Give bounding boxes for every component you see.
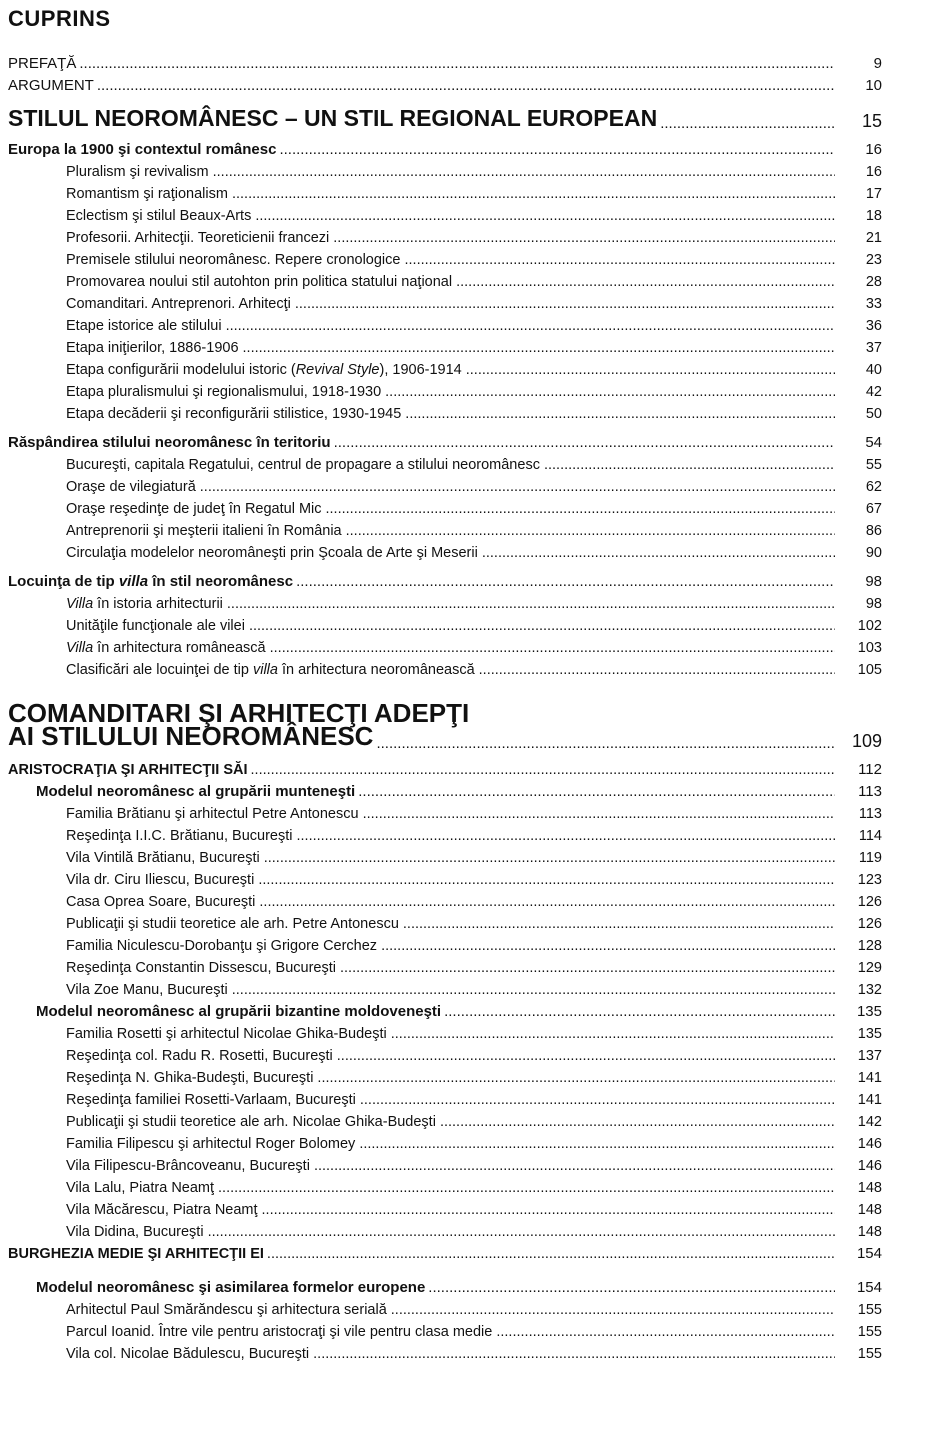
toc-entry-label-text: Vila Filipescu-Brâncoveanu, Bucureşti: [66, 1158, 310, 1174]
dot-leader: [456, 274, 835, 290]
dot-leader: [358, 783, 835, 800]
toc-item-entry: [8, 336, 882, 356]
toc-entry-label-text: AI STILULUI NEOROMÂNESC: [8, 721, 374, 751]
toc-page-number: 17: [865, 186, 882, 202]
toc-item-entry: [8, 1320, 882, 1340]
toc-entry-label-italic: villa: [252, 662, 278, 678]
toc-entry-label: [66, 208, 251, 224]
toc-part-entry: [8, 718, 882, 752]
dot-leader: [333, 230, 835, 246]
toc-entry-label-text: Reşedinţa I.I.C. Brătianu, Bucureşti: [66, 828, 293, 844]
toc-entry-label-text: Vila col. Nicolae Bădulescu, Bucureşti: [66, 1346, 310, 1362]
toc-entry-label: [66, 545, 478, 561]
toc-entry-label: [66, 596, 223, 612]
toc-page-number: 155: [857, 1302, 882, 1318]
toc-entry-label-text: Romantism şi raţionalism: [66, 186, 228, 202]
toc-entry-label: [8, 434, 331, 451]
toc-page-number: 86: [865, 523, 882, 539]
toc-entry-label: [8, 762, 248, 778]
toc-page-number: 141: [857, 1070, 882, 1086]
toc-page-number: 67: [865, 501, 882, 517]
toc-section-entry: [8, 138, 882, 158]
toc-entry-label-text: Etapa decăderii şi reconfigurării stilistice, 1930-1945: [66, 406, 402, 422]
dot-leader: [227, 596, 835, 612]
toc-entry-label-text: Clasificări ale locuinţei de tip: [66, 662, 253, 678]
toc-page-number: 129: [857, 960, 882, 976]
dot-leader: [200, 479, 835, 495]
toc-entry: [8, 52, 882, 72]
dot-leader: [337, 1048, 835, 1064]
toc-entry-label: [66, 164, 209, 180]
dot-leader: [249, 618, 835, 634]
toc-entry-label-text: Vila dr. Ciru Iliescu, Bucureşti: [66, 872, 255, 888]
toc-entry-label: [66, 362, 462, 378]
dot-leader: [363, 806, 835, 822]
dot-leader: [346, 523, 835, 539]
toc-entry-label-text: Parcul Ioanid. Între vile pentru aristocraţi şi vile pentru clasa medie: [66, 1324, 493, 1340]
toc-item-entry: [8, 956, 882, 976]
toc-entry-label-text: Premisele stilului neoromânesc. Repere cronologice: [66, 252, 401, 268]
toc-item-entry: [8, 934, 882, 954]
toc-page-number: 123: [857, 872, 882, 888]
toc-item-entry: [8, 204, 882, 224]
toc-entry-label-text: în arhitectura neoromânească: [277, 662, 475, 678]
toc-subsection-entry: [8, 1276, 882, 1296]
toc-item-entry: [8, 802, 882, 822]
dot-leader: [232, 186, 835, 202]
toc-entry-label-text: ARISTOCRAŢIA ŞI ARHITECŢII SĂI: [8, 762, 248, 778]
toc-entry-label: [36, 783, 355, 800]
dot-leader: [428, 1279, 835, 1296]
toc-item-entry: [8, 912, 882, 932]
dot-leader: [243, 340, 835, 356]
toc-page-number: 135: [857, 1026, 882, 1042]
dot-leader: [326, 501, 836, 517]
toc-entry-label-text: în istoria arhitecturii: [93, 596, 223, 612]
toc-page-number: 55: [865, 457, 882, 473]
toc-entry-label: [8, 721, 373, 752]
toc-entry-label-text: Antreprenorii şi meşterii italieni în România: [66, 523, 342, 539]
toc-item-entry: [8, 1022, 882, 1042]
toc-page-number: 21: [865, 230, 882, 246]
dot-leader: [255, 208, 835, 224]
toc-item-entry: [8, 1298, 882, 1318]
toc-entry-label: [66, 1070, 313, 1086]
toc-page-number: 112: [858, 761, 882, 778]
toc-page-number: 50: [865, 406, 882, 422]
toc-item-entry: [8, 270, 882, 290]
toc-page-number: 148: [857, 1180, 882, 1196]
toc-item-entry: [8, 658, 882, 678]
toc-page-number: 102: [857, 618, 882, 634]
dot-leader: [359, 1136, 835, 1152]
toc-item-entry: [8, 226, 882, 246]
toc-entry-label-text: Comanditari. Antreprenori. Arhitecţi: [66, 296, 291, 312]
toc-page-number: 146: [857, 1158, 882, 1174]
dot-leader: [295, 296, 835, 312]
dot-leader: [466, 362, 835, 378]
toc-entry-label: [66, 662, 475, 678]
toc-chapter-entry: [8, 1242, 882, 1262]
dot-leader: [391, 1302, 835, 1318]
toc-entry-label: [66, 1302, 387, 1318]
toc-item-entry: [8, 475, 882, 495]
dot-leader: [251, 762, 835, 778]
toc-page-number: 154: [856, 1279, 882, 1296]
dot-leader: [267, 1246, 835, 1262]
toc-entry-label-text: Pluralism şi revivalism: [66, 164, 209, 180]
toc-item-entry: [8, 592, 882, 612]
dot-leader: [218, 1180, 835, 1196]
toc-entry-label-text: PREFAŢĂ: [8, 55, 77, 72]
dot-leader: [226, 318, 835, 334]
toc-subsection-entry: [8, 1000, 882, 1020]
toc-entry-label-text: Etapa pluralismului şi regionalismului, 1918-1930: [66, 384, 382, 400]
toc-entry-label-text: Familia Niculescu-Dorobanţu şi Grigore Cerchez: [66, 938, 378, 954]
toc-page-number: 105: [857, 662, 882, 678]
toc-entry-label: [66, 406, 401, 422]
toc-subsection-entry: [8, 780, 882, 800]
toc-page-number: 126: [857, 894, 882, 910]
toc-page-number: 15: [861, 111, 882, 131]
dot-leader: [385, 384, 835, 400]
toc-entry-label: [66, 523, 342, 539]
dot-leader: [213, 164, 835, 180]
toc-entry-label-text: Modelul neoromânesc al grupării munteneşti: [36, 783, 356, 800]
toc-item-entry: [8, 868, 882, 888]
toc-page-number: 148: [857, 1224, 882, 1240]
toc-entry-label-text: Publicaţii şi studii teoretice ale arh. Nicolae Ghika-Budeşti: [66, 1114, 436, 1130]
dot-leader: [360, 1092, 835, 1108]
toc-item-entry: [8, 1220, 882, 1240]
toc-entry-label: [66, 274, 452, 290]
toc-entry-label: [8, 141, 276, 158]
toc-entry-label: [66, 618, 245, 634]
toc-entry-label-text: în arhitectura românească: [93, 640, 266, 656]
toc-entry-label-text: Publicaţii şi studii teoretice ale arh. Petre Antonescu: [66, 916, 399, 932]
toc-item-entry: [8, 978, 882, 998]
toc-entry: [8, 74, 882, 94]
toc-item-entry: [8, 1132, 882, 1152]
toc-entry-label: [8, 77, 94, 94]
toc-entry-label: [66, 186, 228, 202]
toc-item-entry: [8, 541, 882, 561]
toc-section-entry: [8, 431, 882, 451]
dot-leader: [334, 434, 835, 451]
page-title: CUPRINS: [8, 6, 111, 31]
toc-page-number: 146: [857, 1136, 882, 1152]
toc-entry-label-text: Vila Măcărescu, Piatra Neamţ: [66, 1202, 258, 1218]
toc-page-number: 128: [857, 938, 882, 954]
dot-leader: [376, 735, 835, 752]
toc-entry-label: [66, 1224, 204, 1240]
toc-page-number: 9: [873, 55, 882, 72]
toc-entry-label: [66, 872, 254, 888]
dot-leader: [660, 115, 835, 132]
toc-entry-label: [66, 230, 329, 246]
toc-item-entry: [8, 358, 882, 378]
toc-page-number: 98: [865, 573, 882, 590]
toc-page-number: 141: [857, 1092, 882, 1108]
toc-entry-label: [66, 1180, 214, 1196]
toc-entry-label: [66, 1324, 492, 1340]
toc-entry-label-text: Reşedinţa familiei Rosetti-Varlaam, Bucureşti: [66, 1092, 356, 1108]
toc-entry-label: [66, 1026, 387, 1042]
toc-item-entry: [8, 1088, 882, 1108]
dot-leader: [404, 252, 835, 268]
toc-entry-label-text: Bucureşti, capitala Regatului, centrul de propagare a stilului neoromânesc: [66, 457, 540, 473]
toc-item-entry: [8, 248, 882, 268]
toc-entry-label: [66, 938, 377, 954]
dot-leader: [208, 1224, 835, 1240]
dot-leader: [317, 1070, 835, 1086]
toc-item-entry: [8, 1342, 882, 1362]
toc-entry-label-text: Circulaţia modelelor neoromâneşti prin Şcoala de Arte şi Meserii: [66, 545, 478, 561]
toc-page-number: 42: [865, 384, 882, 400]
toc-page-number: 16: [865, 141, 882, 158]
toc-item-entry: [8, 519, 882, 539]
toc-entry-label-text: în stil neoromânesc: [148, 573, 294, 590]
toc-item-entry: [8, 1176, 882, 1196]
dot-leader: [232, 982, 835, 998]
toc-page-number: 148: [857, 1202, 882, 1218]
toc-item-entry: [8, 824, 882, 844]
toc-entry-label: [66, 916, 399, 932]
dot-leader: [314, 1158, 835, 1174]
dot-leader: [391, 1026, 835, 1042]
toc-entry-label-text: Eclectism şi stilul Beaux-Arts: [66, 208, 252, 224]
toc-entry-label-text: Modelul neoromânesc al grupării bizantine moldoveneşti: [36, 1003, 442, 1020]
toc-page-number: 126: [857, 916, 882, 932]
toc-page-number: 16: [865, 164, 882, 180]
toc-entry-label-text: Oraşe de vilegiatură: [66, 479, 196, 495]
toc-entry-label-italic: Revival Style: [295, 362, 380, 378]
toc-page-number: 33: [865, 296, 882, 312]
toc-page-number: 103: [857, 640, 882, 656]
toc-entry-label: [66, 850, 260, 866]
toc-page-number: 28: [865, 274, 882, 290]
toc-page-number: 119: [858, 850, 882, 866]
dot-leader: [259, 894, 835, 910]
toc-entry-label-text: Familia Rosetti şi arhitectul Nicolae Ghika-Budeşti: [66, 1026, 387, 1042]
toc-page-number: 137: [857, 1048, 882, 1064]
toc-entry-label: [66, 1114, 436, 1130]
toc-item-entry: [8, 453, 882, 473]
toc-page-number: 142: [857, 1114, 882, 1130]
toc-item-entry: [8, 380, 882, 400]
toc-entry-label-text: STILUL NEOROMÂNESC – UN STIL REGIONAL EUROPEAN: [8, 105, 658, 131]
toc-entry-label: [66, 1048, 333, 1064]
toc-page-number: 132: [857, 982, 882, 998]
dot-leader: [403, 916, 835, 932]
toc-entry-label: [66, 1092, 356, 1108]
toc-item-entry: [8, 314, 882, 334]
toc-entry-label: [66, 894, 255, 910]
toc-entry-label-text: Unităţile funcţionale ale vilei: [66, 618, 245, 634]
toc-entry-label-text: ARGUMENT: [8, 77, 94, 94]
toc-entry-label-text: ), 1906-1914: [379, 362, 462, 378]
dot-leader: [444, 1003, 835, 1020]
toc-entry-label: [66, 340, 239, 356]
toc-item-entry: [8, 1198, 882, 1218]
toc-entry-label-text: Reşedinţa Constantin Dissescu, Bucureşti: [66, 960, 336, 976]
toc-entry-label: [66, 982, 228, 998]
toc-entry-label-text: Europa la 1900 şi contextul românesc: [8, 141, 277, 158]
toc-page-number: 10: [865, 77, 882, 94]
dot-leader: [381, 938, 835, 954]
toc-item-entry: [8, 614, 882, 634]
toc-item-entry: [8, 846, 882, 866]
toc-item-entry: [8, 890, 882, 910]
toc-chapter-entry: [8, 758, 882, 778]
toc-page-number: 154: [856, 1245, 882, 1262]
toc-entry-label: [66, 479, 196, 495]
dot-leader: [296, 573, 835, 590]
toc-entry-label: [8, 1246, 264, 1262]
dot-leader: [340, 960, 835, 976]
toc-page-number: 113: [858, 806, 882, 822]
toc-item-entry: [8, 160, 882, 180]
part-title-line1: COMANDITARI ŞI ARHITECŢI ADEPŢI: [8, 698, 470, 728]
toc-entry-label-text: Arhitectul Paul Smărăndescu şi arhitectura serială: [66, 1302, 387, 1318]
toc-entry-label: [66, 1158, 310, 1174]
toc-entry-label: [66, 1346, 309, 1362]
toc-page-number: 113: [858, 783, 882, 800]
dot-leader: [79, 55, 835, 72]
toc-page-number: 114: [858, 828, 882, 844]
toc-entry-label: [66, 960, 336, 976]
toc-entry-label-text: Etape istorice ale stilului: [66, 318, 222, 334]
toc-page-number: 155: [857, 1346, 882, 1362]
toc-part-entry: [8, 102, 882, 132]
toc-page-number: 155: [857, 1324, 882, 1340]
toc-entry-label: [8, 573, 293, 590]
toc-entry-label: [66, 296, 291, 312]
toc-item-entry: [8, 1044, 882, 1064]
toc-entry-label-italic: Villa: [66, 640, 94, 656]
toc-item-entry: [8, 1066, 882, 1086]
toc-page-number: 98: [865, 596, 882, 612]
toc-entry-label: [66, 252, 400, 268]
toc-page-number: 54: [865, 434, 882, 451]
dot-leader: [313, 1346, 835, 1362]
toc-item-entry: [8, 636, 882, 656]
toc-entry-label-text: Etapa iniţierilor, 1886-1906: [66, 340, 239, 356]
dot-leader: [270, 640, 835, 656]
toc-entry-label-text: Etapa configurării modelului istoric (: [66, 362, 296, 378]
toc-entry-label-text: Familia Brătianu şi arhitectul Petre Antonescu: [66, 806, 359, 822]
toc-entry-label: [66, 384, 381, 400]
toc-entry-label-text: Casa Oprea Soare, Bucureşti: [66, 894, 256, 910]
toc-entry-label: [66, 828, 292, 844]
toc-page-number: 135: [856, 1003, 882, 1020]
toc-entry-label-text: Reşedinţa col. Radu R. Rosetti, Bucureşti: [66, 1048, 333, 1064]
toc-entry-label-text: Vila Zoe Manu, Bucureşti: [66, 982, 228, 998]
dot-leader: [264, 850, 835, 866]
toc-item-entry: [8, 1110, 882, 1130]
toc-entry-label-text: Oraşe reşedinţe de judeţ în Regatul Mic: [66, 501, 322, 517]
toc-item-entry: [8, 182, 882, 202]
dot-leader: [258, 872, 835, 888]
toc-page-number: 18: [865, 208, 882, 224]
toc-entry-label: [8, 55, 76, 72]
toc-item-entry: [8, 402, 882, 422]
toc-entry-label: [36, 1279, 425, 1296]
toc-entry-label-italic: villa: [118, 573, 149, 590]
toc-page-number: 37: [865, 340, 882, 356]
toc-entry-label-text: Profesorii. Arhitecţii. Teoreticienii francezi: [66, 230, 330, 246]
dot-leader: [405, 406, 835, 422]
dot-leader: [496, 1324, 835, 1340]
dot-leader: [296, 828, 835, 844]
toc-entry-label: [66, 640, 266, 656]
toc-page-number: 90: [865, 545, 882, 561]
toc-page-number: 109: [851, 731, 882, 751]
toc-entry-label-text: Modelul neoromânesc şi asimilarea formelor europene: [36, 1279, 426, 1296]
toc-entry-label-text: Promovarea noului stil autohton prin politica statului naţional: [66, 274, 453, 290]
toc-page-number: 40: [865, 362, 882, 378]
toc-entry-label-text: Vila Lalu, Piatra Neamţ: [66, 1180, 215, 1196]
toc-entry-label: [66, 318, 222, 334]
toc-page-number: 62: [865, 479, 882, 495]
toc-entry-label: [36, 1003, 441, 1020]
toc-entry-label-text: Locuinţa de tip: [8, 573, 119, 590]
dot-leader: [279, 141, 835, 158]
dot-leader: [262, 1202, 835, 1218]
toc-entry-label: [66, 1136, 355, 1152]
toc-entry-label-text: Vila Vintilă Brătianu, Bucureşti: [66, 850, 260, 866]
toc-entry-label-text: Vila Didina, Bucureşti: [66, 1224, 204, 1240]
toc-entry-label-text: Răspândirea stilului neoromânesc în teritoriu: [8, 434, 331, 451]
dot-leader: [440, 1114, 835, 1130]
dot-leader: [544, 457, 835, 473]
toc-entry-label-italic: Villa: [66, 596, 94, 612]
toc-item-entry: [8, 1154, 882, 1174]
toc-entry-label: [66, 501, 322, 517]
toc-entry-label-text: Reşedinţa N. Ghika-Budeşti, Bucureşti: [66, 1070, 314, 1086]
toc-item-entry: [8, 292, 882, 312]
toc-entry-label-text: Familia Filipescu şi arhitectul Roger Bolomey: [66, 1136, 356, 1152]
toc-page-number: 36: [865, 318, 882, 334]
toc-item-entry: [8, 497, 882, 517]
toc-entry-label: [66, 457, 540, 473]
dot-leader: [479, 662, 835, 678]
toc-entry-label: [8, 105, 657, 132]
toc-entry-label-text: BURGHEZIA MEDIE ŞI ARHITECŢII EI: [8, 1246, 264, 1262]
toc-entry-label: [66, 1202, 258, 1218]
toc-section-entry: [8, 570, 882, 590]
toc-entry-label: [66, 806, 359, 822]
toc-page-number: 23: [865, 252, 882, 268]
dot-leader: [482, 545, 835, 561]
dot-leader: [97, 77, 835, 94]
